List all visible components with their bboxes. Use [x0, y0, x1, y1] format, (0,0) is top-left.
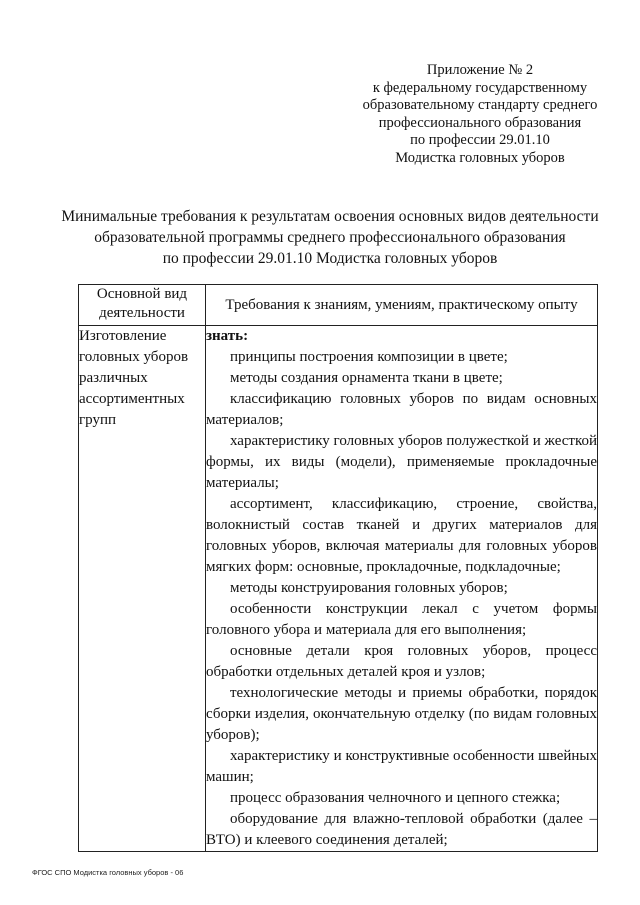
appendix-line: по профессии 29.01.10 — [410, 132, 550, 149]
requirement-item: особенности конструкции лекал с учетом формы головного убора и материала для его выполнения; — [206, 601, 597, 638]
title-line: по профессии 29.01.10 Модистка головных уборов — [162, 250, 498, 267]
requirement-item: ассортимент, классификацию, строение, свойства, волокнистый состав тканей и других материалов для головных уборов, включая материалы для головных уборов мягких форм: основные, прокладочные, подкладочные; — [206, 496, 597, 575]
header-requirements: Требования к знаниям, умениям, практическому опыту — [206, 285, 598, 326]
requirement-item: методы создания орнамента ткани в цвете; — [230, 370, 503, 386]
requirements-cell — [206, 326, 598, 852]
appendix-line: образовательному стандарту среднего — [362, 97, 598, 114]
title-line: Минимальные требования к результатам освоения основных видов деятельности — [61, 208, 599, 225]
header-activity: Основной вид деятельности — [79, 285, 206, 326]
requirement-item: оборудование для влажно-тепловой обработки (далее – ВТО) и клеевого соединения деталей; — [206, 811, 597, 848]
know-label: знать: — [206, 328, 249, 344]
appendix-line: к федеральному государственному — [372, 79, 588, 96]
table-row — [79, 326, 598, 852]
appendix-line: Модистка головных уборов — [395, 149, 565, 166]
appendix-line: Приложение № 2 — [426, 62, 534, 78]
document-title — [40, 206, 620, 269]
requirements-table — [78, 284, 598, 852]
table-header-row — [79, 285, 598, 326]
requirement-item: принципы построения композиции в цвете; — [230, 349, 508, 365]
requirement-item: классификацию головных уборов по видам основных материалов; — [206, 391, 597, 428]
requirement-item: технологические методы и приемы обработки, порядок сборки изделия, окончательную отделку (по видам головных уборов); — [206, 685, 597, 743]
requirement-item: характеристику и конструктивные особенности швейных машин; — [206, 748, 597, 785]
requirement-item: процесс образования челночного и цепного стежка; — [230, 790, 561, 806]
requirement-item: основные детали кроя головных уборов, процесс обработки отдельных деталей кроя и узлов; — [206, 643, 597, 680]
requirement-item: характеристику головных уборов полужесткой и жесткой формы, их виды (модели), применяемые прокладочные материалы; — [206, 433, 597, 491]
appendix-block — [330, 62, 630, 168]
requirement-item: методы конструирования головных уборов; — [230, 580, 508, 596]
activity-cell: Изготовление головных уборов различных ассортиментных групп — [79, 326, 206, 852]
page-footer: ФГОС СПО Модистка головных уборов - 06 — [32, 868, 184, 877]
appendix-line: профессионального образования — [378, 114, 582, 131]
title-line: образовательной программы среднего профессионального образования — [94, 229, 566, 246]
